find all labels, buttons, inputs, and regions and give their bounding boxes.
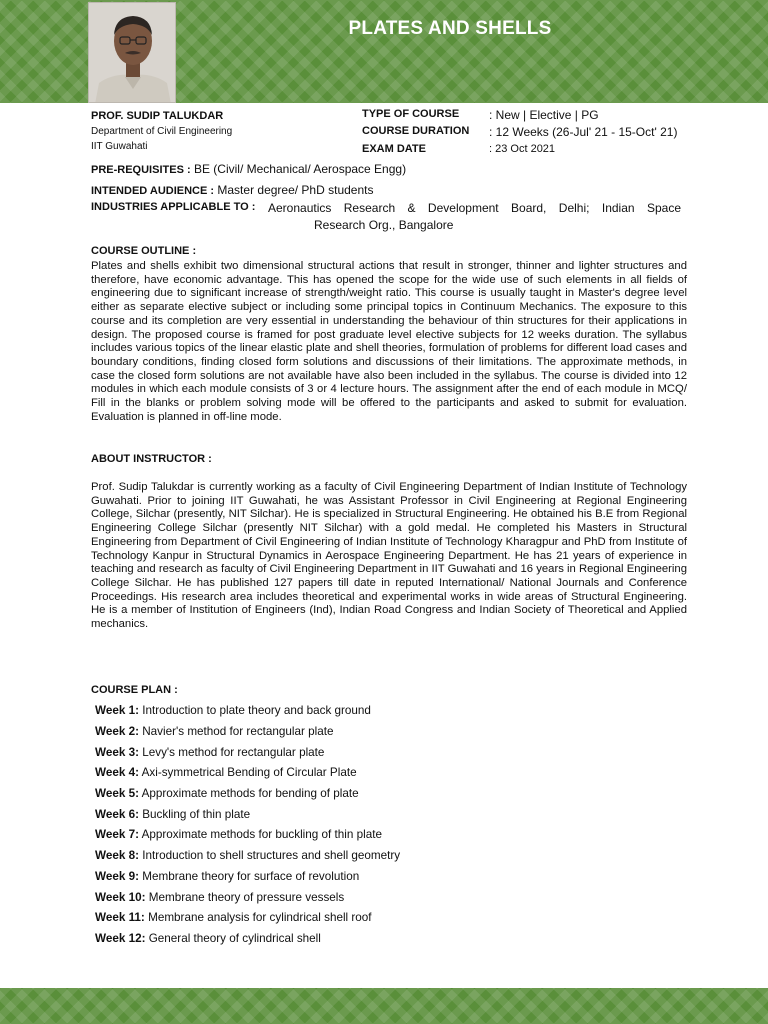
type-of-course-label: TYPE OF COURSE (362, 108, 460, 120)
type-of-course-value: : New | Elective | PG (489, 108, 599, 122)
exam-date-value: : 23 Oct 2021 (489, 143, 556, 155)
course-plan-week-row: Week 7: Approximate methods for buckling of thin plate (95, 828, 382, 841)
course-title: PLATES AND SHELLS (348, 18, 552, 39)
course-plan-week-row: Week 11: Membrane analysis for cylindrical shell roof (95, 911, 372, 924)
course-duration-value: : 12 Weeks (26-Jul' 21 - 15-Oct' 21) (489, 125, 678, 139)
about-instructor-text: Prof. Sudip Talukdar is currently working as a faculty of Civil Engineering Department of Indian Institute of Technology Guwahati. Prior to joining IIT Guwahati, he was Assistant Professor in Civil Engineering at Regional Engineering College, Silchar (presently, NIT Silchar). He is specialized in Structural Engineering. He obtained his B.E from Regional Engineering College Silchar (presently NIT Silchar) with a gold medal. He completed his Masters in Structural Engineering from Department of Civil Engineering of Indian Institute of Technology Kharagpur and PhD from Institute of Technology Kanpur in Structural Dynamics in Aerospace Engineering Department. He has 21 years of experience in teaching and research as faculty of Civil Engineering Department in IIT Guwahati and 16 years in Regional Engineering College Silchar. He has published 127 papers till date in reputed International/ National Journals and Conference Proceedings. His research area includes theoretical and experimental works in wide areas of Structural Engineering. He is a member of Institution of Engineers (Ind), Indian Road Congress and Indian Society of Theoretical and Applied mechanics. (91, 481, 687, 631)
course-plan-week-row: Week 6: Buckling of thin plate (95, 808, 251, 821)
instructor-name: PROF. SUDIP TALUKDAR (91, 110, 224, 122)
audience-label: INTENDED AUDIENCE : (91, 185, 215, 197)
industries-label: INDUSTRIES APPLICABLE TO : (91, 201, 256, 213)
audience-row (91, 183, 373, 197)
footer-banner (0, 988, 768, 1024)
prerequisites-label: PRE-REQUISITES : (91, 164, 191, 176)
course-plan-week-row: Week 12: General theory of cylindrical shell (95, 932, 321, 945)
course-plan-week-row: Week 10: Membrane theory of pressure vessels (95, 891, 345, 904)
course-plan-week-row: Week 5: Approximate methods for bending of plate (95, 787, 359, 800)
industries-value-line1: Aeronautics Research & Development Board, Delhi; Indian Space (268, 201, 681, 215)
about-instructor-heading: ABOUT INSTRUCTOR : (91, 453, 212, 465)
course-plan-week-row: Week 9: Membrane theory for surface of revolution (95, 870, 360, 883)
course-plan-week-row: Week 3: Levy's method for rectangular plate (95, 746, 325, 759)
course-plan-week-row: Week 4: Axi-symmetrical Bending of Circular Plate (95, 766, 357, 779)
course-plan-week-row: Week 2: Navier's method for rectangular plate (95, 725, 334, 738)
instructor-institute: IIT Guwahati (91, 141, 148, 152)
course-outline-heading: COURSE OUTLINE : (91, 245, 197, 257)
instructor-photo (88, 2, 176, 103)
prerequisites-value: BE (Civil/ Mechanical/ Aerospace Engg) (193, 162, 407, 176)
industries-value-line2: Research Org., Bangalore (314, 218, 454, 232)
audience-value: Master degree/ PhD students (217, 183, 374, 197)
course-plan-heading: COURSE PLAN : (91, 684, 178, 696)
course-plan-week-row: Week 1: Introduction to plate theory and back ground (95, 704, 371, 717)
prerequisites-row (91, 162, 406, 176)
course-plan-week-row: Week 8: Introduction to shell structures and shell geometry (95, 849, 401, 862)
course-outline-text: Plates and shells exhibit two dimensional structural actions that result in stronger, thinner and lighter structures and therefore, have economic advantage. This has opened the scope for the wide use of such elements in all fields of engineering due to significant increase of strength/weight ratio. This course is usually taught in Master's degree level either as separate elective subject or including some principal topics in Continuum Mechanics. The exposure to this course and its completion are very essential in understanding the behaviour of thin structures for their applications in design. The proposed course is framed for post graduate level elective subjects for 12 weeks duration. The syllabus includes various topics of the linear elastic plate and shell theories, formulation of problems for different load cases and boundary conditions, finding closed form solutions and discussions of their limitations. The approximate methods, in case the closed form solutions are not available have also been included in the syllabus. The course is divided into 12 modules in which each module consists of 3 or 4 lecture hours. The assignment after the end of each module in MCQ/ Fill in the blanks or problem solving mode will be offered to the participants and asked to submit for evaluation. Evaluation is planned in off-line mode. (91, 260, 687, 423)
course-duration-label: COURSE DURATION (362, 125, 470, 137)
exam-date-label: EXAM DATE (362, 143, 426, 155)
instructor-department: Department of Civil Engineering (91, 126, 233, 137)
